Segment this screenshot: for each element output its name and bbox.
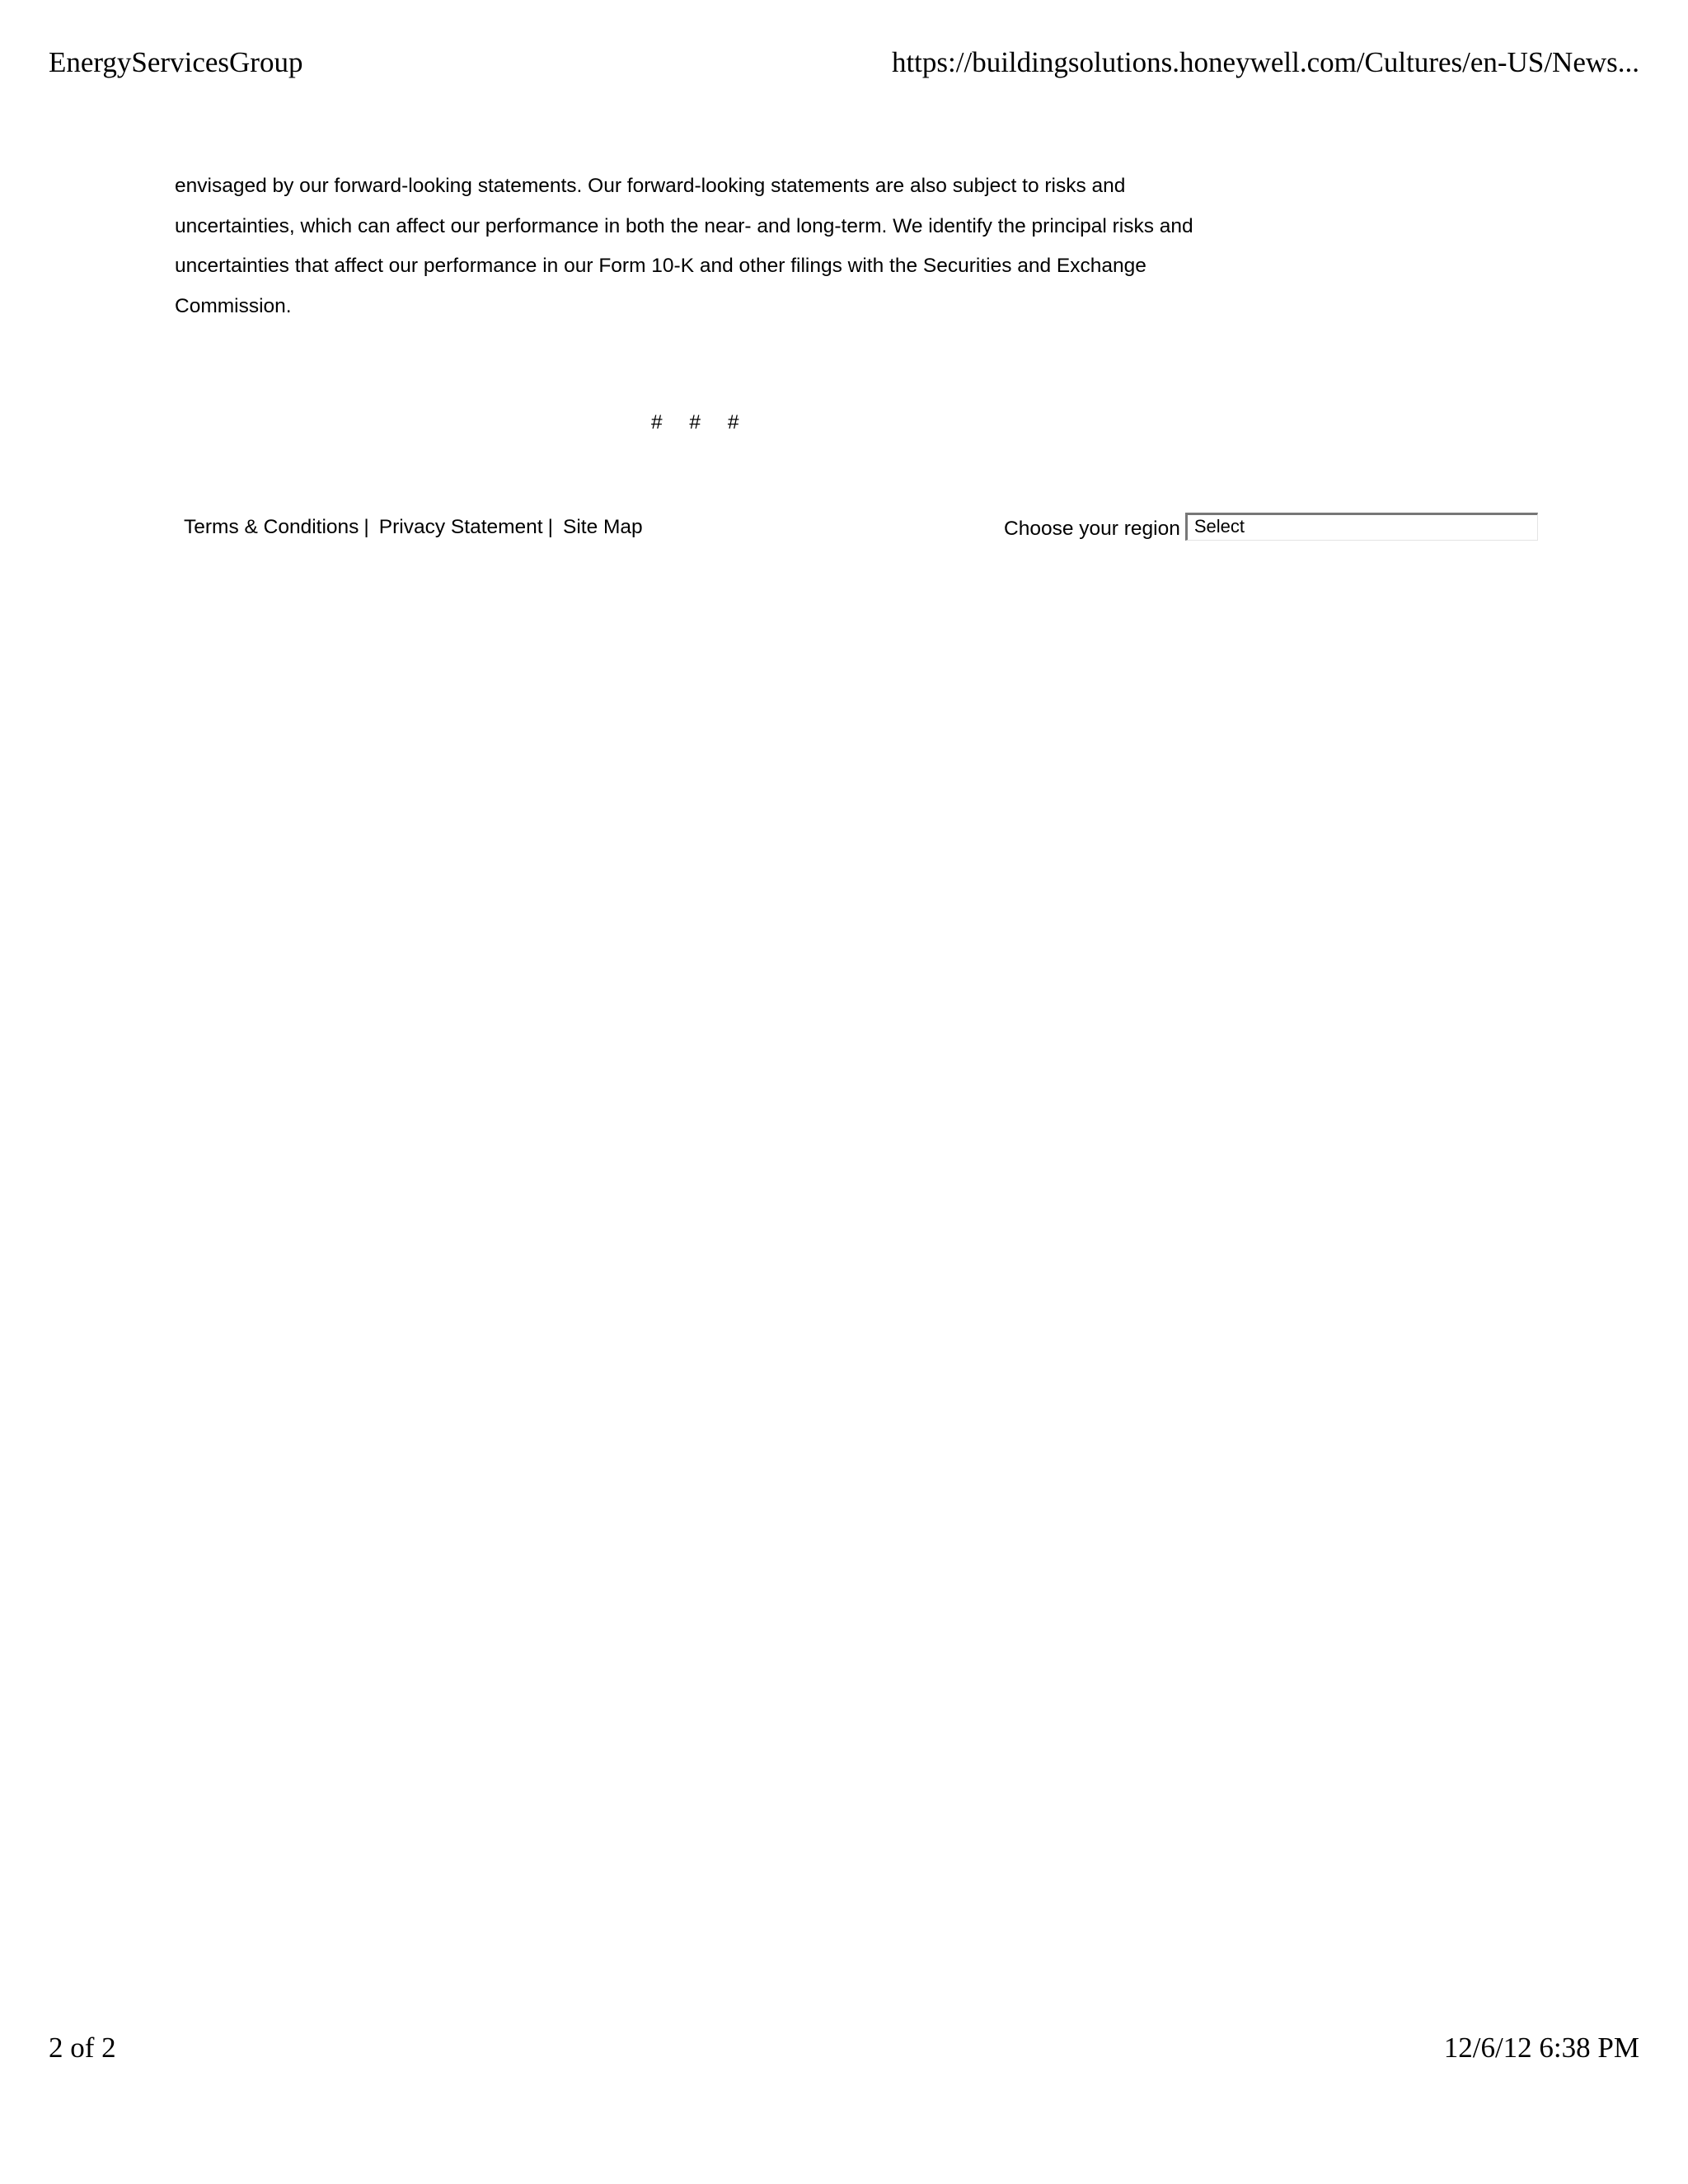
terms-conditions-link[interactable]: Terms & Conditions: [184, 516, 359, 538]
article-body: [175, 166, 1246, 326]
disclaimer-paragraph: [175, 166, 1246, 326]
paragraph-line: uncertainties that affect our performance in our Form 10-K and other filings with the Securities and Exchange: [175, 255, 1146, 277]
print-datetime: 12/6/12 6:38 PM: [1443, 2032, 1639, 2064]
paragraph-line: uncertainties, which can affect our performance in both the near- and long-term. We identify the principal risks and: [175, 214, 1193, 237]
paragraph-line: envisaged by our forward-looking statements. Our forward-looking statements are also subject to risks and: [175, 175, 1126, 197]
print-header-url: https://buildingsolutions.honeywell.com/Cultures/en-US/News...: [891, 46, 1639, 78]
region-select[interactable]: [1185, 513, 1538, 541]
end-of-release-marks: # # #: [651, 411, 739, 434]
link-separator: |: [363, 516, 369, 538]
region-select-value: Select: [1193, 516, 1245, 537]
privacy-statement-link[interactable]: Privacy Statement: [378, 516, 543, 538]
region-chooser: [1004, 512, 1538, 541]
print-page-number: 2 of 2: [49, 2032, 116, 2064]
footer-links: [184, 515, 643, 540]
region-label: Choose your region: [1004, 518, 1180, 540]
site-map-link[interactable]: Site Map: [562, 516, 643, 538]
link-separator: |: [547, 516, 553, 538]
paragraph-line: Commission.: [175, 294, 292, 317]
print-header-title: EnergyServicesGroup: [49, 46, 303, 78]
